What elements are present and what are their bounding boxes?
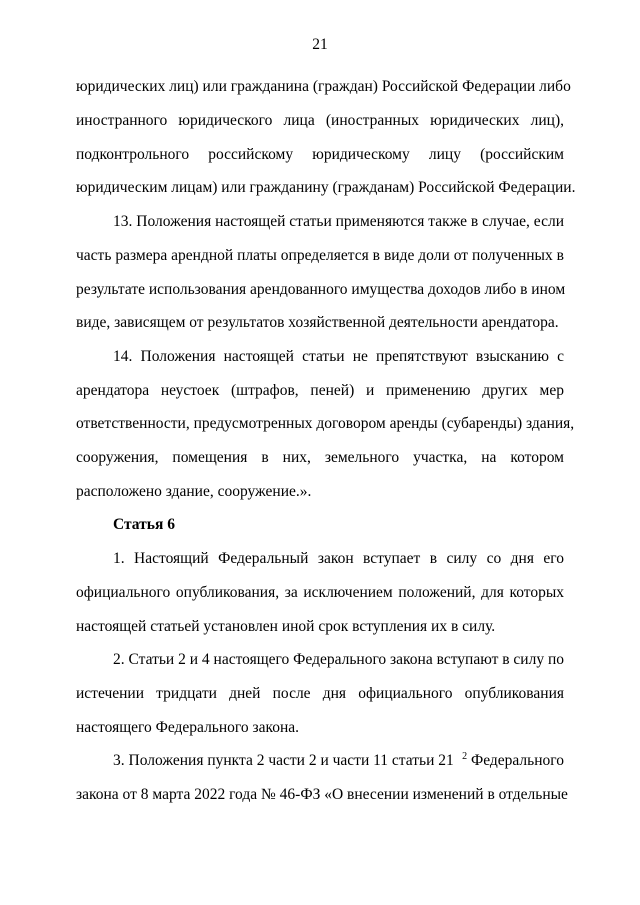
text-segment xyxy=(462,751,564,771)
text-line: юридическим лицам) или гражданину (гражданам) Российской Федерации. xyxy=(76,179,576,196)
text-line: часть размера арендной платы определяется в виде доли от полученных в xyxy=(76,247,564,264)
text-line: истечении тридцати дней после дня официального опубликования xyxy=(76,685,564,702)
page-number: 21 xyxy=(312,36,328,53)
article-heading: Статья 6 xyxy=(113,516,175,533)
paragraph-3-first-line xyxy=(113,751,564,771)
text-line: настоящего Федерального закона. xyxy=(76,719,300,736)
text-segment: 3. Положения пункта 2 части 2 и части 11 статьи 21 xyxy=(113,752,454,769)
superscript: 2 xyxy=(462,751,468,762)
text-line: результате использования арендованного имущества доходов либо в ином xyxy=(76,281,566,298)
text-line: сооружения, помещения в них, земельного участка, на котором xyxy=(76,449,564,466)
text-line: настоящей статьей установлен иной срок вступления их в силу. xyxy=(76,618,496,635)
text-line: ответственности, предусмотренных договором аренды (субаренды) здания, xyxy=(76,415,575,432)
text-line: иностранного юридического лица (иностранных юридических лиц), xyxy=(76,112,564,129)
paragraph-2-first-line: 2. Статьи 2 и 4 настоящего Федерального закона вступают в силу по xyxy=(113,651,564,668)
text-line: закона от 8 марта 2022 года № 46-ФЗ «О внесении изменений в отдельные xyxy=(76,786,568,803)
text-line: официального опубликования, за исключением положений, для которых xyxy=(76,584,564,601)
paragraph-1-first-line: 1. Настоящий Федеральный закон вступает в силу со дня его xyxy=(113,550,564,567)
paragraph-13-first-line: 13. Положения настоящей статьи применяются также в случае, если xyxy=(113,213,564,230)
text-line: подконтрольного российскому юридическому лицу (российским xyxy=(76,146,564,163)
text-line: виде, зависящем от результатов хозяйственной деятельности арендатора. xyxy=(76,314,559,331)
text-segment: Федерального xyxy=(467,752,564,769)
text-line: расположено здание, сооружение.». xyxy=(76,483,312,500)
text-line: юридических лиц) или гражданина (граждан) Российской Федерации либо xyxy=(76,78,571,95)
text-line: арендатора неустоек (штрафов, пеней) и применению других мер xyxy=(76,382,564,399)
paragraph-14-first-line: 14. Положения настоящей статьи не препятствуют взысканию с xyxy=(113,348,564,365)
